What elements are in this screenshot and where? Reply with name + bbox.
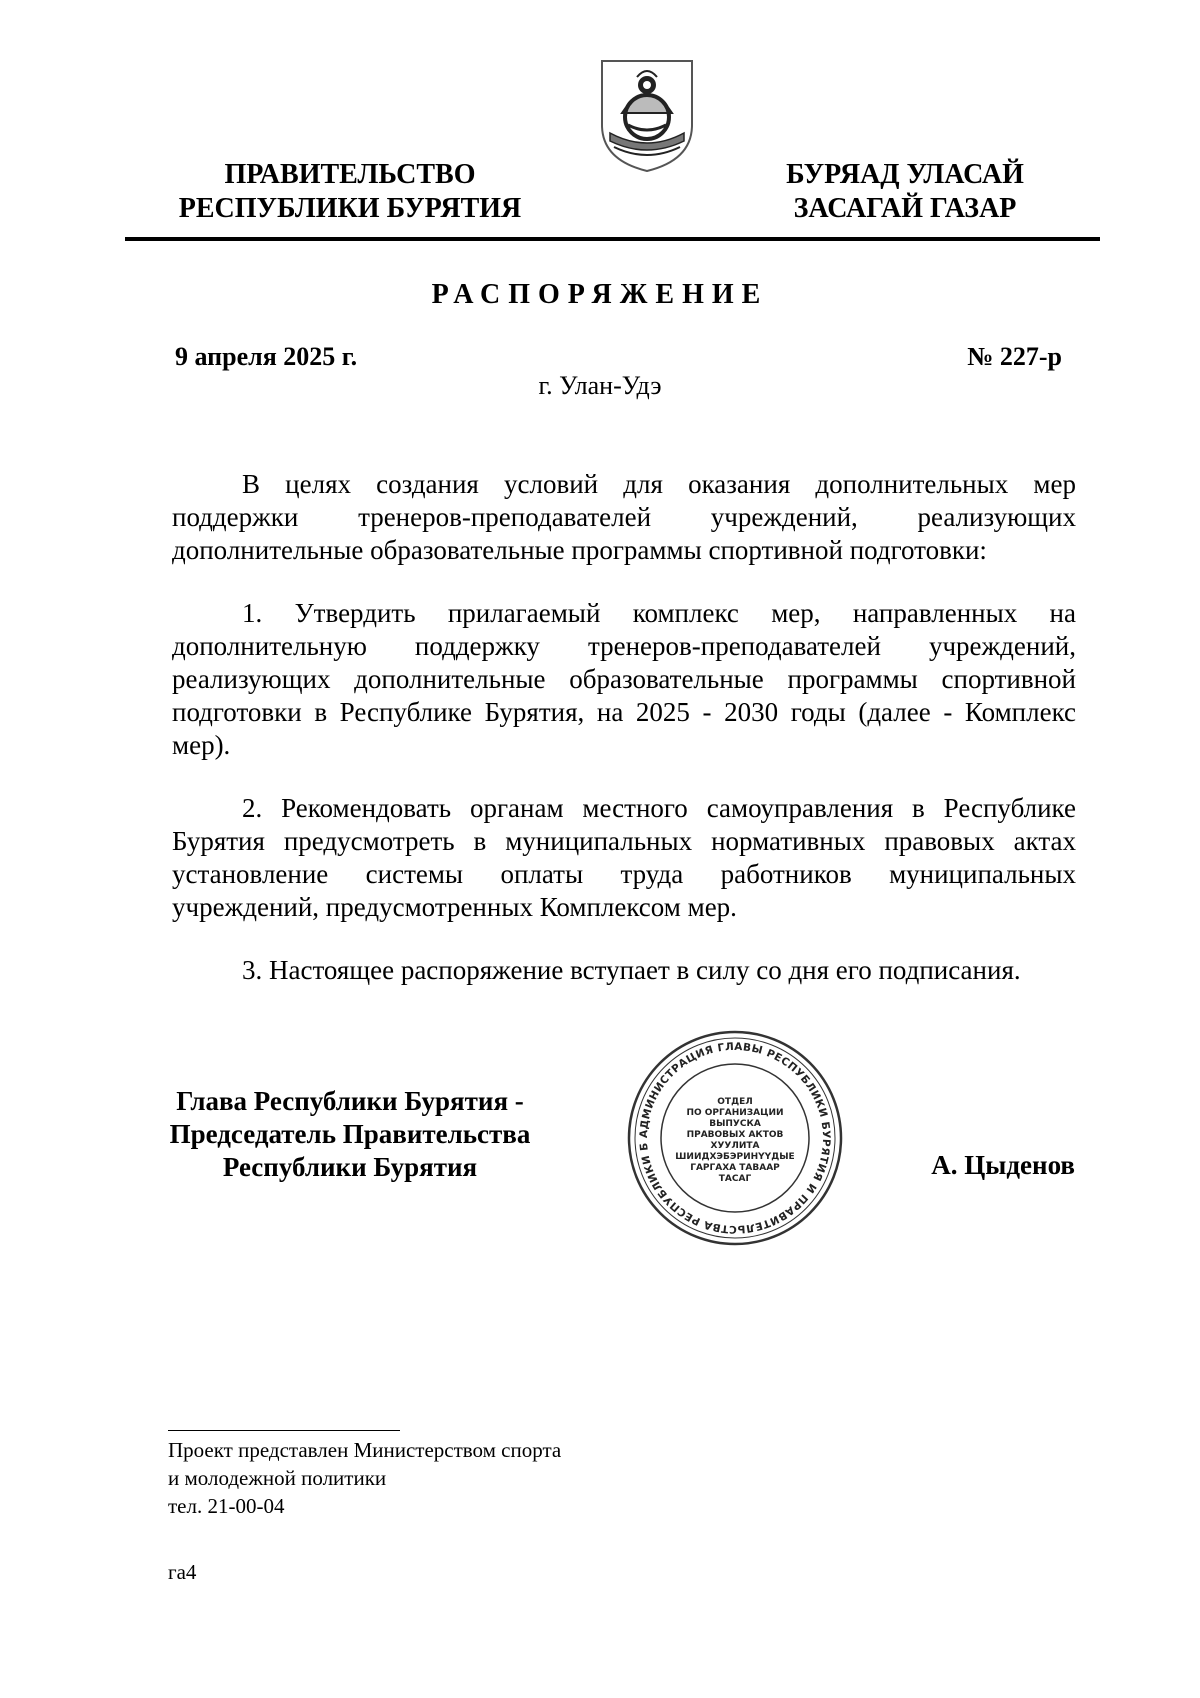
- official-seal: [625, 1028, 845, 1248]
- seal-center-line: ВЫПУСКА: [709, 1119, 761, 1129]
- document-code: га4: [168, 1560, 197, 1584]
- header-divider: [125, 237, 1100, 241]
- seal-center-line: ТАСАГ: [718, 1174, 752, 1184]
- document-date: 9 апреля 2025 г.: [175, 342, 358, 371]
- document-city: г. Улан-Удэ: [538, 371, 662, 400]
- body-item-1: 1. Утвердить прилагаемый комплекс мер, направленных на дополнительную поддержку тренеров-преподавателей учреждений, реализующих дополнительные образовательные программы спортивной подготовки в Республике Бурятия, на 2025 - 2030 годы (далее - Комплекс мер).: [172, 598, 1076, 760]
- seal-ring-text: АДМИНИСТРАЦИЯ ГЛАВЫ РЕСПУБЛИКИ БУРЯТИЯ И ПРАВИТЕЛЬСТВА РЕСПУБЛИКИ Б: [637, 1040, 833, 1236]
- seal-center-line: ПО ОРГАНИЗАЦИИ: [686, 1108, 784, 1118]
- footnote-divider: [168, 1430, 400, 1431]
- header-right-line1: БУРЯАД УЛАСАЙ: [786, 159, 1024, 190]
- coat-of-arms-emblem: [592, 55, 702, 175]
- document-title: РАСПОРЯЖЕНИЕ: [431, 279, 769, 310]
- header-left-line2: РЕСПУБЛИКИ БУРЯТИЯ: [178, 193, 522, 224]
- document-body: [172, 468, 1076, 1017]
- signatory-title-line1: Глава Республики Бурятия -: [176, 1086, 524, 1116]
- seal-center-line: ОТДЕЛ: [717, 1097, 753, 1107]
- footnote-line1: Проект представлен Министерством спорта: [168, 1438, 562, 1462]
- body-item-3: 3. Настоящее распоряжение вступает в силу со дня его подписания.: [242, 955, 1021, 985]
- signatory-title-line2: Председатель Правительства: [169, 1119, 531, 1149]
- body-preamble: В целях создания условий для оказания дополнительных мер поддержки тренеров-преподавателей учреждений, реализующих дополнительные образовательные программы спортивной подготовки:: [172, 469, 1076, 565]
- signatory-name: А. Цыденов: [931, 1150, 1075, 1180]
- header-right-title: [760, 158, 1050, 226]
- footnote: [168, 1436, 561, 1520]
- signatory-title: [140, 1085, 560, 1184]
- seal-center-line: ПРАВОВЫХ АКТОВ: [686, 1130, 784, 1140]
- header-left-line1: ПРАВИТЕЛЬСТВО: [224, 159, 476, 190]
- body-item-2: 2. Рекомендовать органам местного самоуправления в Республике Бурятия предусмотреть в муниципальных нормативных правовых актах установление системы оплаты труда работников муниципальных учреждений, предусмотренных Комплексом мер.: [172, 793, 1076, 922]
- footnote-line3: тел. 21-00-04: [168, 1494, 285, 1518]
- seal-center-line: ГАРГАХА ТАВААР: [690, 1163, 780, 1173]
- seal-center-line: ХУУЛИТА: [710, 1141, 760, 1151]
- header-left-title: [165, 158, 535, 226]
- seal-center-line: ШИИДХЭБЭРИНҮҮДЫЕ: [675, 1152, 795, 1162]
- document-number: № 227-р: [967, 342, 1062, 371]
- header-right-line2: ЗАСАГАЙ ГАЗАР: [793, 193, 1017, 224]
- signatory-title-line3: Республики Бурятия: [222, 1152, 478, 1182]
- footnote-line2: и молодежной политики: [168, 1466, 387, 1490]
